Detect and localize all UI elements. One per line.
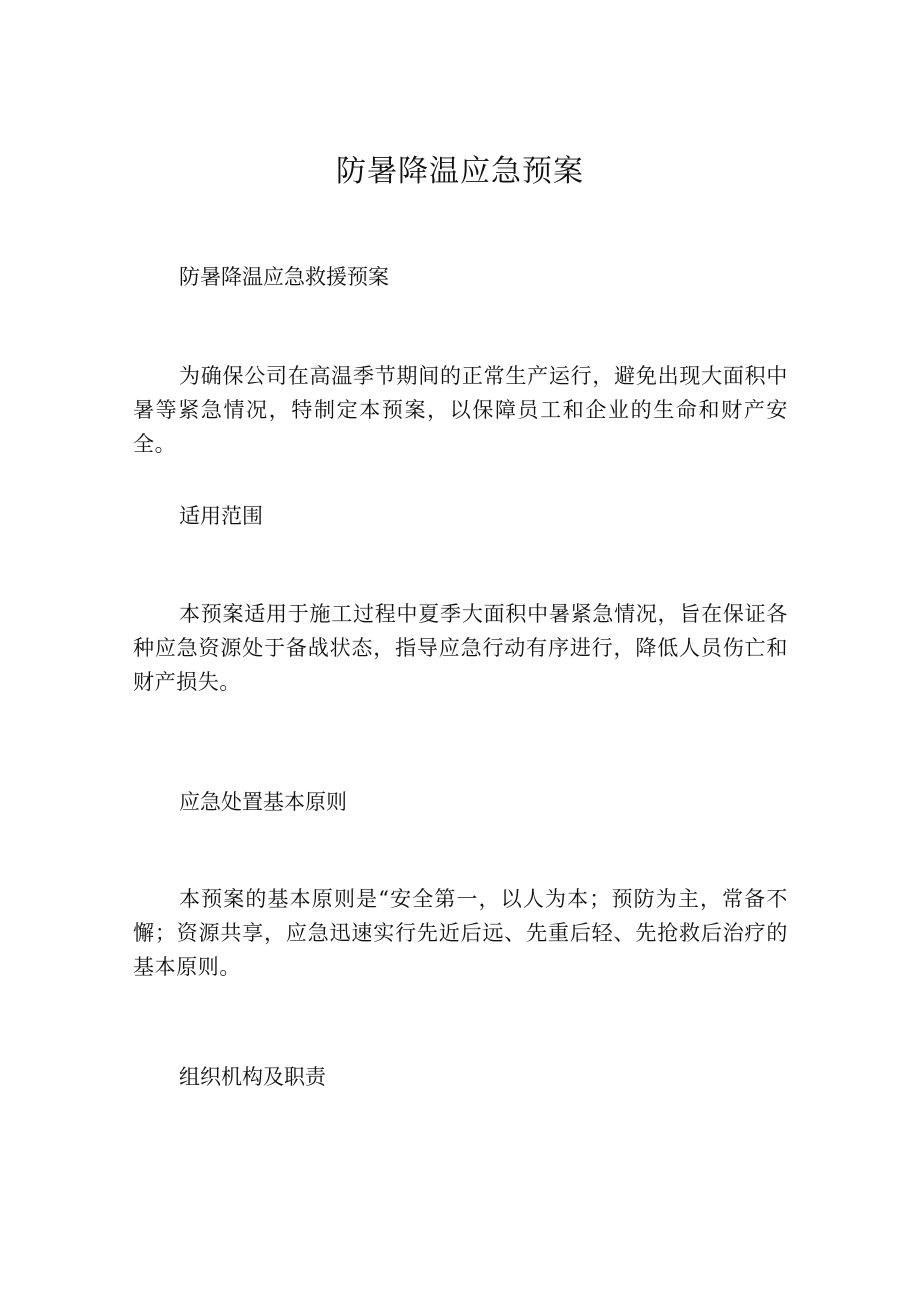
paragraph-scope: 本预案适用于施工过程中夏季大面积中暑紧急情况，旨在保证各种应急资源处于备战状态，指导应急行动有序进行，降低人员伤亡和财产损失。	[133, 602, 788, 694]
section-heading-scope: 适用范围	[179, 504, 263, 528]
section-heading-principles: 应急处置基本原则	[179, 790, 347, 814]
document-title: 防暑降温应急预案	[336, 154, 584, 189]
paragraph-principles: 本预案的基本原则是“安全第一，以人为本；预防为主，常备不懈；资源共享，应急迅速实行先近后远、先重后轻、先抢救后治疗的基本原则。	[133, 887, 788, 979]
section-heading-organization: 组织机构及职责	[179, 1065, 326, 1089]
section-heading-emergency-rescue-plan: 防暑降温应急救援预案	[179, 265, 389, 289]
paragraph-purpose: 为确保公司在高温季节期间的正常生产运行，避免出现大面积中暑等紧急情况，特制定本预案，以保障员工和企业的生命和财产安全。	[133, 364, 788, 456]
